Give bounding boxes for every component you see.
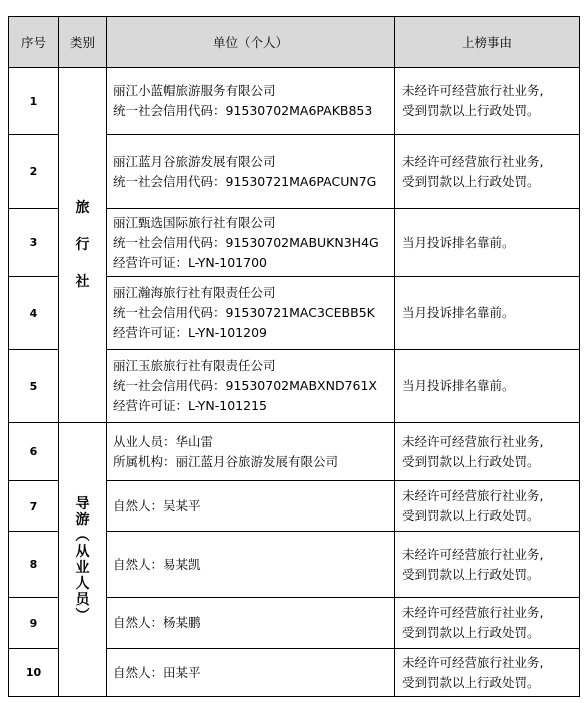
reason-line: 当月投诉排名靠前。 xyxy=(402,234,515,250)
reason-line: 当月投诉排名靠前。 xyxy=(402,305,515,320)
header-category: 类别 xyxy=(59,17,107,68)
row-reason xyxy=(395,135,580,209)
reason-line: 当月投诉排名靠前。 xyxy=(402,378,515,393)
row-seq: 9 xyxy=(9,598,59,649)
reason-line: 未经许可经营旅行社业务, xyxy=(402,433,544,449)
row-reason xyxy=(395,598,580,649)
row-reason xyxy=(395,209,580,277)
category-char: 旅 xyxy=(75,200,90,216)
row-reason xyxy=(395,350,580,423)
unit-line: 丽江瀚海旅行社有限责任公司 xyxy=(113,285,276,300)
category-char: 导 xyxy=(75,495,90,512)
category-guide xyxy=(59,423,107,697)
reason-line: 未经许可经营旅行社业务, xyxy=(402,546,544,562)
row-reason xyxy=(395,481,580,532)
row-unit xyxy=(107,135,395,209)
row-seq: 2 xyxy=(9,135,59,209)
row-unit xyxy=(107,209,395,277)
unit-line: 丽江蓝月谷旅游发展有限公司 xyxy=(113,153,276,169)
header-seq: 序号 xyxy=(9,17,59,68)
reason-line: 受到罚款以上行政处罚。 xyxy=(402,508,540,523)
unit-line: 经营许可证：L-YN-101700 xyxy=(113,254,267,270)
unit-line: 自然人：吴某平 xyxy=(113,498,201,513)
reason-line: 未经许可经营旅行社业务, xyxy=(402,153,544,169)
category-char: 业 xyxy=(75,559,90,576)
row-unit xyxy=(107,277,395,350)
reason-line: 受到罚款以上行政处罚。 xyxy=(402,173,540,189)
row-unit xyxy=(107,598,395,649)
row-unit xyxy=(107,481,395,532)
row-unit xyxy=(107,68,395,135)
table-body xyxy=(9,68,580,697)
row-unit xyxy=(107,532,395,598)
row-reason xyxy=(395,649,580,697)
row-unit xyxy=(107,423,395,481)
row-reason xyxy=(395,68,580,135)
table-row xyxy=(9,423,580,481)
row-seq: 3 xyxy=(9,209,59,277)
unit-line: 所属机构：丽江蓝月谷旅游发展有限公司 xyxy=(113,453,339,469)
category-label xyxy=(75,178,91,312)
row-reason xyxy=(395,277,580,350)
unit-line: 统一社会信用代码：91530702MABXND761X xyxy=(113,378,377,393)
row-seq: 6 xyxy=(9,423,59,481)
row-seq: 5 xyxy=(9,350,59,423)
unit-line: 统一社会信用代码：91530721MAC3CEBB5K xyxy=(113,305,375,320)
unit-line: 自然人：田某平 xyxy=(113,664,201,680)
table-row xyxy=(9,68,580,135)
reason-line: 受到罚款以上行政处罚。 xyxy=(402,625,540,640)
category-char: 员 xyxy=(75,591,90,608)
unit-line: 丽江甄选国际旅行社有限公司 xyxy=(113,214,276,230)
row-reason xyxy=(395,423,580,481)
table-header-row xyxy=(9,17,580,68)
category-char: 行 xyxy=(75,237,90,253)
unit-line: 统一社会信用代码：91530702MA6PAKB853 xyxy=(113,103,373,118)
category-char: 人 xyxy=(75,575,90,592)
row-seq: 7 xyxy=(9,481,59,532)
unit-line: 从业人员：华山雷 xyxy=(113,433,214,449)
unit-line: 自然人：杨某鹏 xyxy=(113,615,201,630)
blacklist-table xyxy=(8,16,580,697)
reason-line: 受到罚款以上行政处罚。 xyxy=(402,453,540,469)
reason-line: 受到罚款以上行政处罚。 xyxy=(402,103,540,118)
reason-line: 未经许可经营旅行社业务, xyxy=(402,488,544,503)
unit-line: 自然人：易某凯 xyxy=(113,556,201,572)
category-char: ︵ xyxy=(75,527,90,544)
unit-line: 经营许可证：L-YN-101215 xyxy=(113,398,267,413)
category-char: ︶ xyxy=(75,607,90,624)
category-label xyxy=(75,495,91,625)
category-travel-agency xyxy=(59,68,107,423)
header-unit: 单位（个人） xyxy=(107,17,395,68)
reason-line: 受到罚款以上行政处罚。 xyxy=(402,674,540,690)
row-unit xyxy=(107,649,395,697)
reason-line: 受到罚款以上行政处罚。 xyxy=(402,566,540,582)
header-reason: 上榜事由 xyxy=(395,17,580,68)
category-char: 从 xyxy=(75,543,90,560)
row-seq: 8 xyxy=(9,532,59,598)
category-char: 游 xyxy=(75,511,90,528)
reason-line: 未经许可经营旅行社业务, xyxy=(402,654,544,670)
row-reason xyxy=(395,532,580,598)
category-char: 社 xyxy=(75,274,90,290)
unit-line: 统一社会信用代码：91530721MA6PACUN7G xyxy=(113,173,377,189)
reason-line: 未经许可经营旅行社业务, xyxy=(402,83,544,98)
row-seq: 4 xyxy=(9,277,59,350)
unit-line: 经营许可证：L-YN-101209 xyxy=(113,325,267,340)
row-seq: 10 xyxy=(9,649,59,697)
row-unit xyxy=(107,350,395,423)
row-seq: 1 xyxy=(9,68,59,135)
reason-line: 未经许可经营旅行社业务, xyxy=(402,605,544,620)
unit-line: 丽江小蓝帽旅游服务有限公司 xyxy=(113,83,276,98)
unit-line: 统一社会信用代码：91530702MABUKN3H4G xyxy=(113,234,379,250)
unit-line: 丽江玉旅旅行社有限责任公司 xyxy=(113,358,276,373)
